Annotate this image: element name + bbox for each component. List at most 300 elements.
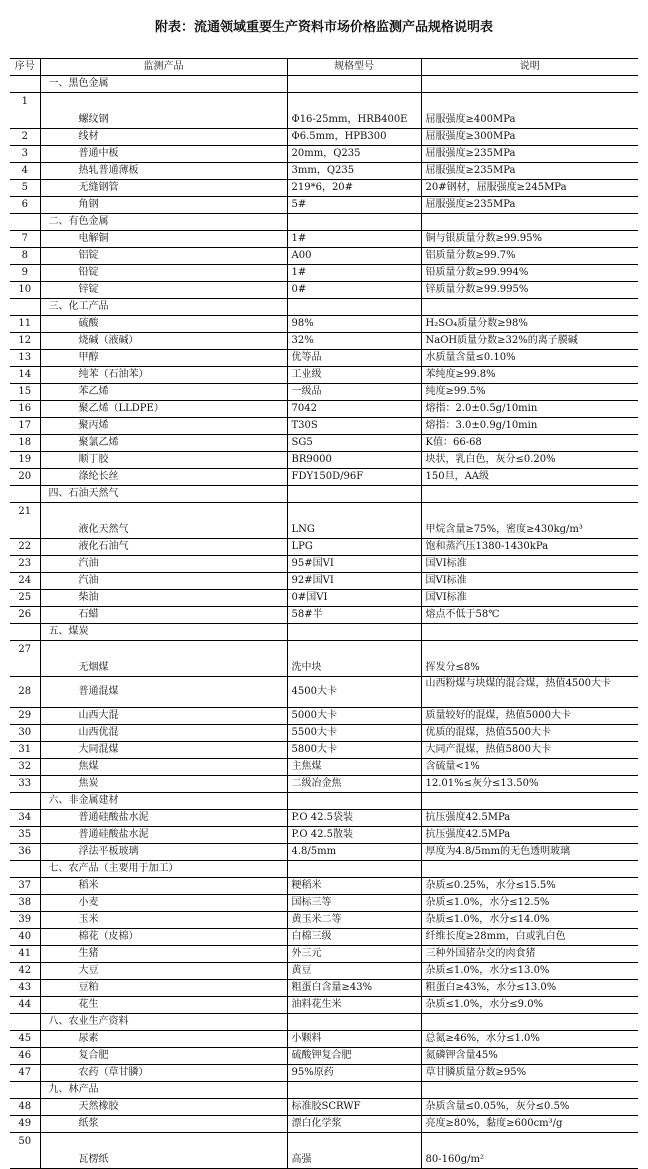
table-row <box>10 197 638 214</box>
table-row <box>10 980 638 997</box>
table-row <box>10 929 638 946</box>
row-number: 12 <box>10 333 40 350</box>
spec-cell: 219*6，20# <box>287 180 421 197</box>
spec-cell: 优等品 <box>287 350 421 367</box>
category-row <box>10 861 638 878</box>
desc-cell: 屈服强度≥400MPa <box>421 93 638 129</box>
table-row <box>10 844 638 861</box>
desc-cell: 80-160g/m² <box>421 1133 638 1169</box>
product-name: 山西大混 <box>40 708 287 725</box>
row-number <box>10 214 40 231</box>
product-name: 普通中板 <box>40 146 287 163</box>
row-number <box>10 793 40 810</box>
row-number: 37 <box>10 878 40 895</box>
desc-cell: 草甘膦质量分数≥95% <box>421 1065 638 1082</box>
product-name: 涤纶长丝 <box>40 469 287 486</box>
product-name: 普通硅酸盐水泥 <box>40 827 287 844</box>
product-name: 苯乙烯 <box>40 384 287 401</box>
spec-cell: 黄豆 <box>287 963 421 980</box>
desc-cell: 屈服强度≥235MPa <box>421 197 638 214</box>
spec-cell <box>287 1082 421 1099</box>
product-name: 花生 <box>40 997 287 1014</box>
row-number: 7 <box>10 231 40 248</box>
table-row <box>10 350 638 367</box>
row-number: 8 <box>10 248 40 265</box>
table-row <box>10 895 638 912</box>
desc-cell: 山西粉煤与块煤的混合煤，热值4500大卡 <box>421 677 638 708</box>
desc-cell: 饱和蒸汽压1380-1430kPa <box>421 539 638 556</box>
table-row <box>10 539 638 556</box>
product-name: 角钢 <box>40 197 287 214</box>
desc-cell: 屈服强度≥235MPa <box>421 163 638 180</box>
spec-cell: 5800大卡 <box>287 742 421 759</box>
row-number: 3 <box>10 146 40 163</box>
desc-cell: 杂质≤1.0%，水分≤14.0% <box>421 912 638 929</box>
table-row <box>10 316 638 333</box>
spec-cell <box>287 861 421 878</box>
desc-cell: 屈服强度≥300MPa <box>421 129 638 146</box>
row-number: 10 <box>10 282 40 299</box>
header-no: 序号 <box>10 59 40 76</box>
desc-cell: 杂质含量≤0.05%，灰分≤0.5% <box>421 1099 638 1116</box>
row-number: 38 <box>10 895 40 912</box>
desc-cell: 熔指：3.0±0.9g/10min <box>421 418 638 435</box>
spec-cell: 58#半 <box>287 607 421 624</box>
spec-cell: 黄玉米二等 <box>287 912 421 929</box>
product-name: 聚氯乙烯 <box>40 435 287 452</box>
row-number: 2 <box>10 129 40 146</box>
desc-cell: 块状，乳白色，灰分≤0.20% <box>421 452 638 469</box>
product-name: 热轧普通薄板 <box>40 163 287 180</box>
spec-cell: 4500大卡 <box>287 677 421 708</box>
row-number: 16 <box>10 401 40 418</box>
product-name: 聚丙烯 <box>40 418 287 435</box>
row-number: 15 <box>10 384 40 401</box>
desc-cell: 杂质≤1.0%，水分≤12.5% <box>421 895 638 912</box>
desc-cell: 国VI标准 <box>421 573 638 590</box>
row-number: 43 <box>10 980 40 997</box>
category-row <box>10 624 638 641</box>
spec-cell: 一级品 <box>287 384 421 401</box>
desc-cell: K值：66-68 <box>421 435 638 452</box>
spec-cell: P.O 42.5散装 <box>287 827 421 844</box>
table-row <box>10 401 638 418</box>
table-row <box>10 776 638 793</box>
desc-cell <box>421 624 638 641</box>
row-number: 14 <box>10 367 40 384</box>
row-number: 31 <box>10 742 40 759</box>
desc-cell: 铜与银质量分数≥99.95% <box>421 231 638 248</box>
table-row <box>10 590 638 607</box>
product-name: 无缝钢管 <box>40 180 287 197</box>
row-number: 22 <box>10 539 40 556</box>
category-row <box>10 299 638 316</box>
category-row <box>10 214 638 231</box>
spec-cell: 漂白化学浆 <box>287 1116 421 1133</box>
category-name: 八、农业生产资料 <box>40 1014 287 1031</box>
spec-cell <box>287 486 421 503</box>
table-row <box>10 367 638 384</box>
spec-cell: 洗中块 <box>287 641 421 677</box>
desc-cell: 纯度≥99.5% <box>421 384 638 401</box>
spec-cell: LPG <box>287 539 421 556</box>
product-name: 汽油 <box>40 556 287 573</box>
spec-cell: 5500大卡 <box>287 725 421 742</box>
spec-cell: 国标三等 <box>287 895 421 912</box>
desc-cell: 杂质≤1.0%，水分≤13.0% <box>421 963 638 980</box>
desc-cell: 优质的混煤，热值5500大卡 <box>421 725 638 742</box>
spec-cell: FDY150D/96F <box>287 469 421 486</box>
table-row <box>10 912 638 929</box>
product-name: 电解铜 <box>40 231 287 248</box>
table-row <box>10 1116 638 1133</box>
table-row <box>10 742 638 759</box>
table-row <box>10 946 638 963</box>
table-row <box>10 878 638 895</box>
table-row <box>10 963 638 980</box>
spec-cell <box>287 76 421 93</box>
desc-cell: 12.01%≤灰分≤13.50% <box>421 776 638 793</box>
desc-cell: 铝质量分数≥99.7% <box>421 248 638 265</box>
product-name: 汽油 <box>40 573 287 590</box>
product-name: 纸浆 <box>40 1116 287 1133</box>
row-number: 39 <box>10 912 40 929</box>
table-header-row <box>10 59 638 76</box>
table-row <box>10 163 638 180</box>
desc-cell: 甲烷含量≥75%，密度≥430kg/m³ <box>421 503 638 539</box>
spec-cell: 硫酸钾复合肥 <box>287 1048 421 1065</box>
row-number <box>10 861 40 878</box>
row-number: 42 <box>10 963 40 980</box>
product-name: 复合肥 <box>40 1048 287 1065</box>
table-body <box>10 76 638 1169</box>
table-row <box>10 556 638 573</box>
category-name: 三、化工产品 <box>40 299 287 316</box>
product-name: 纯苯（石油苯） <box>40 367 287 384</box>
table-row <box>10 146 638 163</box>
table-row <box>10 607 638 624</box>
row-number: 28 <box>10 677 40 708</box>
row-number: 17 <box>10 418 40 435</box>
table-row <box>10 418 638 435</box>
category-name: 五、煤炭 <box>40 624 287 641</box>
desc-cell: 熔点不低于58℃ <box>421 607 638 624</box>
desc-cell: 熔指：2.0±0.5g/10min <box>421 401 638 418</box>
spec-cell: 标准胶SCRWF <box>287 1099 421 1116</box>
row-number <box>10 299 40 316</box>
category-row <box>10 793 638 810</box>
spec-cell: 5000大卡 <box>287 708 421 725</box>
row-number: 33 <box>10 776 40 793</box>
spec-cell <box>287 1014 421 1031</box>
product-name: 浮法平板玻璃 <box>40 844 287 861</box>
desc-cell: 20#钢材，屈服强度≥245MPa <box>421 180 638 197</box>
desc-cell: H₂SO₄质量分数≥98% <box>421 316 638 333</box>
table-row <box>10 641 638 677</box>
row-number: 46 <box>10 1048 40 1065</box>
row-number: 45 <box>10 1031 40 1048</box>
spec-cell: LNG <box>287 503 421 539</box>
row-number: 49 <box>10 1116 40 1133</box>
desc-cell: 铅质量分数≥99.994% <box>421 265 638 282</box>
spec-cell: 高强 <box>287 1133 421 1169</box>
product-name: 液化石油气 <box>40 539 287 556</box>
row-number: 50 <box>10 1133 40 1169</box>
table-row <box>10 248 638 265</box>
table-row <box>10 759 638 776</box>
product-name: 普通混煤 <box>40 677 287 708</box>
row-number: 9 <box>10 265 40 282</box>
desc-cell <box>421 861 638 878</box>
product-name: 柴油 <box>40 590 287 607</box>
table-row <box>10 1099 638 1116</box>
product-name: 瓦楞纸 <box>40 1133 287 1169</box>
category-row <box>10 1082 638 1099</box>
row-number: 26 <box>10 607 40 624</box>
desc-cell <box>421 1014 638 1031</box>
table-row <box>10 129 638 146</box>
product-name: 稻米 <box>40 878 287 895</box>
spec-cell: 外三元 <box>287 946 421 963</box>
table-row <box>10 1048 638 1065</box>
spec-cell: A00 <box>287 248 421 265</box>
spec-cell: 白棉三级 <box>287 929 421 946</box>
table-row <box>10 827 638 844</box>
spec-cell: 32% <box>287 333 421 350</box>
spec-cell: 1# <box>287 231 421 248</box>
row-number: 23 <box>10 556 40 573</box>
desc-cell <box>421 486 638 503</box>
spec-cell: 1# <box>287 265 421 282</box>
desc-cell: 质量较好的混煤，热值5000大卡 <box>421 708 638 725</box>
spec-cell: P.O 42.5袋装 <box>287 810 421 827</box>
category-name: 六、非金属建材 <box>40 793 287 810</box>
row-number: 41 <box>10 946 40 963</box>
table-row <box>10 708 638 725</box>
product-name: 焦煤 <box>40 759 287 776</box>
product-name: 铝锭 <box>40 248 287 265</box>
desc-cell: 纤维长度≥28mm，白或乳白色 <box>421 929 638 946</box>
table-row <box>10 180 638 197</box>
table-row <box>10 93 638 129</box>
product-name: 甲醇 <box>40 350 287 367</box>
spec-cell: 98% <box>287 316 421 333</box>
product-name: 顺丁胶 <box>40 452 287 469</box>
row-number: 4 <box>10 163 40 180</box>
row-number: 5 <box>10 180 40 197</box>
category-row <box>10 486 638 503</box>
spec-cell: Φ6.5mm，HPB300 <box>287 129 421 146</box>
table-row <box>10 452 638 469</box>
desc-cell: 杂质≤1.0%，水分≤9.0% <box>421 997 638 1014</box>
desc-cell <box>421 214 638 231</box>
spec-cell: 0# <box>287 282 421 299</box>
product-name: 线材 <box>40 129 287 146</box>
header-desc: 说明 <box>421 59 638 76</box>
table-row <box>10 810 638 827</box>
spec-cell: 95%原药 <box>287 1065 421 1082</box>
spec-cell: Φ16-25mm，HRB400E <box>287 93 421 129</box>
product-name: 尿素 <box>40 1031 287 1048</box>
row-number: 6 <box>10 197 40 214</box>
desc-cell <box>421 1082 638 1099</box>
row-number: 11 <box>10 316 40 333</box>
row-number: 13 <box>10 350 40 367</box>
row-number <box>10 486 40 503</box>
product-name: 螺纹钢 <box>40 93 287 129</box>
product-name: 硫酸 <box>40 316 287 333</box>
spec-cell: 油料花生米 <box>287 997 421 1014</box>
product-name: 普通硅酸盐水泥 <box>40 810 287 827</box>
spec-cell: T30S <box>287 418 421 435</box>
desc-cell: 厚度为4.8/5mm的无色透明玻璃 <box>421 844 638 861</box>
header-spec: 规格型号 <box>287 59 421 76</box>
table-row <box>10 435 638 452</box>
row-number: 19 <box>10 452 40 469</box>
table-row <box>10 333 638 350</box>
row-number <box>10 624 40 641</box>
desc-cell: 三种外国猪杂交的肉食猪 <box>421 946 638 963</box>
desc-cell: 国VI标准 <box>421 556 638 573</box>
product-name: 无烟煤 <box>40 641 287 677</box>
desc-cell: 抗压强度42.5MPa <box>421 810 638 827</box>
desc-cell: 挥发分≤8% <box>421 641 638 677</box>
table-row <box>10 677 638 708</box>
desc-cell: 锌质量分数≥99.995% <box>421 282 638 299</box>
product-name: 小麦 <box>40 895 287 912</box>
category-name: 七、农产品（主要用于加工） <box>40 861 287 878</box>
row-number: 18 <box>10 435 40 452</box>
desc-cell: 国VI标准 <box>421 590 638 607</box>
table-row <box>10 469 638 486</box>
desc-cell: 大同产混煤，热值5800大卡 <box>421 742 638 759</box>
product-name: 大豆 <box>40 963 287 980</box>
category-name: 二、有色金属 <box>40 214 287 231</box>
header-product: 监测产品 <box>40 59 287 76</box>
category-row <box>10 1014 638 1031</box>
row-number: 30 <box>10 725 40 742</box>
product-name: 大同混煤 <box>40 742 287 759</box>
row-number: 25 <box>10 590 40 607</box>
page-title: 附表：流通领域重要生产资料市场价格监测产品规格说明表 <box>154 20 493 35</box>
spec-cell: BR9000 <box>287 452 421 469</box>
category-name: 四、石油天然气 <box>40 486 287 503</box>
category-name: 九、林产品 <box>40 1082 287 1099</box>
category-row <box>10 76 638 93</box>
product-name: 天然橡胶 <box>40 1099 287 1116</box>
desc-cell: 水质量含量≤0.10% <box>421 350 638 367</box>
spec-cell: 工业级 <box>287 367 421 384</box>
product-name: 液化天然气 <box>40 503 287 539</box>
row-number: 34 <box>10 810 40 827</box>
row-number: 29 <box>10 708 40 725</box>
spec-cell: 二级冶金焦 <box>287 776 421 793</box>
spec-cell <box>287 624 421 641</box>
row-number: 32 <box>10 759 40 776</box>
spec-cell: 5# <box>287 197 421 214</box>
spec-cell: 4.8/5mm <box>287 844 421 861</box>
product-name: 烧碱（液碱） <box>40 333 287 350</box>
desc-cell: 苯纯度≥99.8% <box>421 367 638 384</box>
spec-cell: 7042 <box>287 401 421 418</box>
table-row <box>10 265 638 282</box>
table-row <box>10 1133 638 1169</box>
product-name: 豆粕 <box>40 980 287 997</box>
product-name: 聚乙烯（LLDPE） <box>40 401 287 418</box>
row-number: 44 <box>10 997 40 1014</box>
row-number: 36 <box>10 844 40 861</box>
product-name: 铅锭 <box>40 265 287 282</box>
table-row <box>10 1065 638 1082</box>
spec-cell: 粳稻米 <box>287 878 421 895</box>
desc-cell: 粗蛋白≥43%，水分≤13.0% <box>421 980 638 997</box>
row-number <box>10 1082 40 1099</box>
product-name: 棉花（皮棉） <box>40 929 287 946</box>
spec-cell: SG5 <box>287 435 421 452</box>
row-number <box>10 1014 40 1031</box>
spec-cell: 主焦煤 <box>287 759 421 776</box>
table-row <box>10 997 638 1014</box>
desc-cell: 150旦，AA级 <box>421 469 638 486</box>
table-row <box>10 503 638 539</box>
spec-cell: 20mm，Q235 <box>287 146 421 163</box>
table-row <box>10 384 638 401</box>
row-number: 20 <box>10 469 40 486</box>
product-name: 山西优混 <box>40 725 287 742</box>
row-number <box>10 76 40 93</box>
row-number: 27 <box>10 641 40 677</box>
spec-cell <box>287 793 421 810</box>
spec-cell: 小颗料 <box>287 1031 421 1048</box>
product-name: 石蜡 <box>40 607 287 624</box>
product-name: 玉米 <box>40 912 287 929</box>
desc-cell <box>421 793 638 810</box>
spec-cell <box>287 299 421 316</box>
table-row <box>10 1031 638 1048</box>
spec-cell: 0#国VI <box>287 590 421 607</box>
spec-cell <box>287 214 421 231</box>
row-number: 35 <box>10 827 40 844</box>
product-name: 生猪 <box>40 946 287 963</box>
table-row <box>10 725 638 742</box>
desc-cell <box>421 76 638 93</box>
product-name: 焦炭 <box>40 776 287 793</box>
row-number: 47 <box>10 1065 40 1082</box>
desc-cell: 抗压强度42.5MPa <box>421 827 638 844</box>
spec-cell: 95#国VI <box>287 556 421 573</box>
category-name: 一、黑色金属 <box>40 76 287 93</box>
row-number: 21 <box>10 503 40 539</box>
desc-cell: 杂质≤0.25%，水分≤15.5% <box>421 878 638 895</box>
spec-cell: 3mm，Q235 <box>287 163 421 180</box>
desc-cell: 氮磷钾含量45% <box>421 1048 638 1065</box>
spec-table <box>10 58 638 1169</box>
spec-cell: 粗蛋白含量≥43% <box>287 980 421 997</box>
desc-cell: NaOH质量分数≥32%的离子膜碱 <box>421 333 638 350</box>
row-number: 48 <box>10 1099 40 1116</box>
table-row <box>10 282 638 299</box>
product-name: 农药（草甘膦） <box>40 1065 287 1082</box>
spec-cell: 92#国VI <box>287 573 421 590</box>
desc-cell: 亮度≥80%，黏度≥600cm³/g <box>421 1116 638 1133</box>
desc-cell: 屈服强度≥235MPa <box>421 146 638 163</box>
desc-cell <box>421 299 638 316</box>
table-row <box>10 573 638 590</box>
row-number: 24 <box>10 573 40 590</box>
desc-cell: 总氮≥46%，水分≤1.0% <box>421 1031 638 1048</box>
desc-cell: 含硫量<1% <box>421 759 638 776</box>
table-row <box>10 231 638 248</box>
